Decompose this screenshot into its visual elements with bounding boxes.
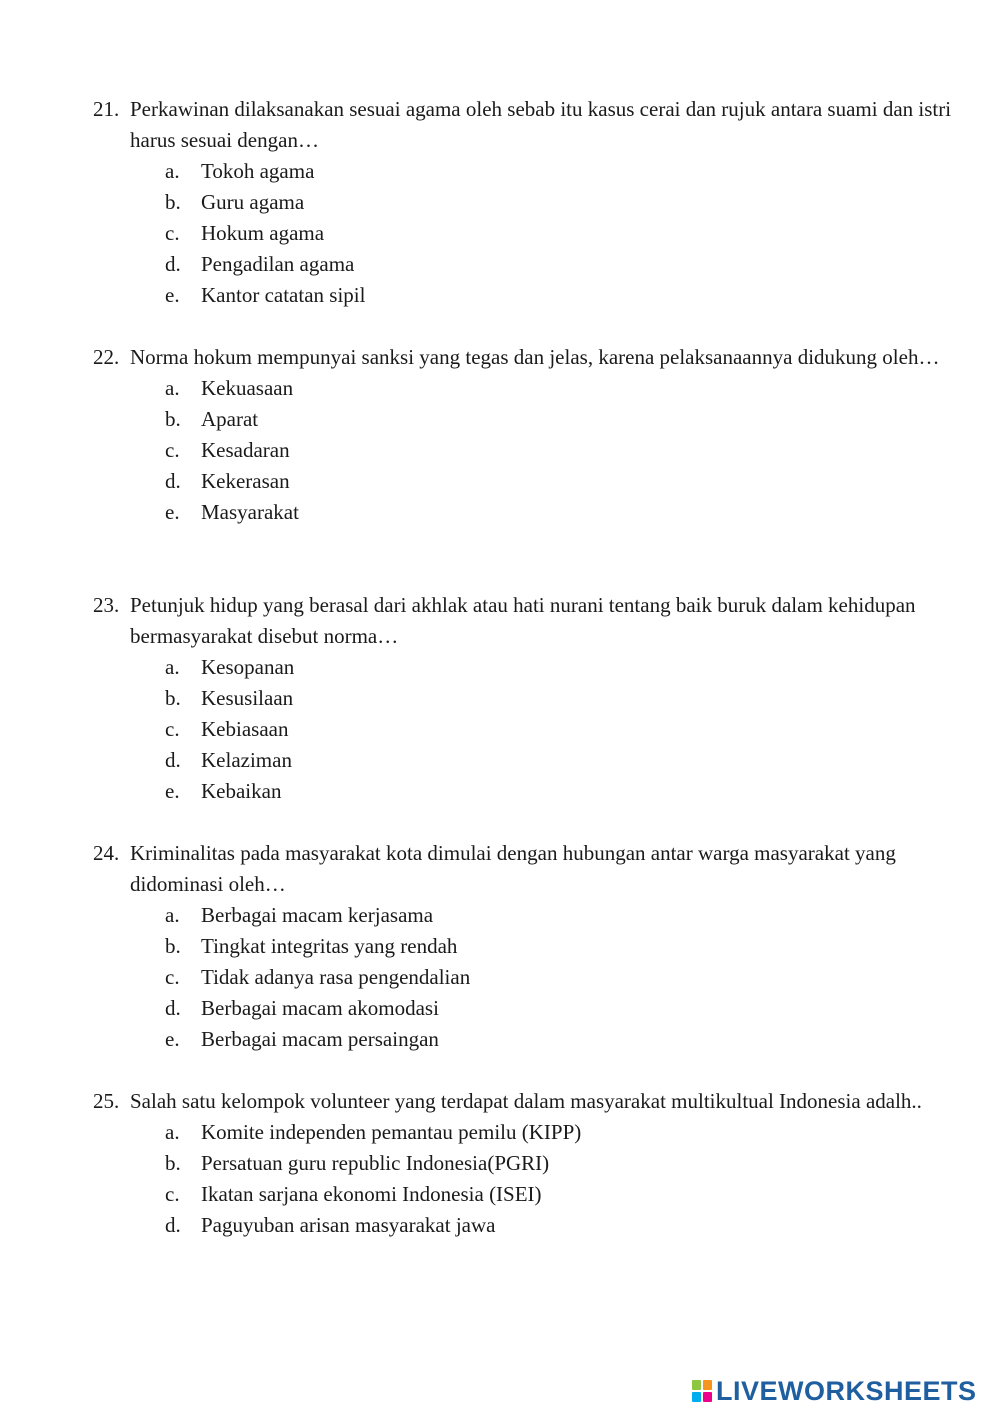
option-text: Kantor catatan sipil — [201, 283, 366, 307]
option-text: Kelaziman — [201, 748, 292, 772]
option-text: Berbagai macam persaingan — [201, 1027, 439, 1051]
question-text: Petunjuk hidup yang berasal dari akhlak atau hati nurani tentang baik buruk dalam kehidupan bermasyarakat disebut norma… — [130, 593, 916, 648]
logo-square-orange — [703, 1380, 712, 1390]
option-text: Aparat — [201, 407, 259, 431]
option-d[interactable] — [93, 1210, 973, 1241]
option-letter: c. — [165, 717, 180, 741]
logo-square-pink — [703, 1392, 712, 1402]
option-a[interactable] — [93, 900, 973, 931]
option-b[interactable] — [93, 931, 973, 962]
question-stem — [93, 342, 973, 373]
option-letter: c. — [165, 221, 180, 245]
option-letter: d. — [165, 469, 181, 493]
question-21 — [93, 94, 973, 311]
option-b[interactable] — [93, 187, 973, 218]
option-d[interactable] — [93, 745, 973, 776]
question-number: 24. — [93, 841, 120, 865]
option-text: Kekerasan — [201, 469, 290, 493]
option-letter: d. — [165, 252, 181, 276]
options-list — [93, 652, 973, 807]
option-a[interactable] — [93, 373, 973, 404]
option-text: Guru agama — [201, 190, 305, 214]
question-stem — [93, 94, 973, 156]
question-stem — [93, 590, 973, 652]
option-text: Ikatan sarjana ekonomi Indonesia (ISEI) — [201, 1182, 542, 1206]
option-c[interactable] — [93, 435, 973, 466]
option-letter: c. — [165, 1182, 180, 1206]
option-letter: e. — [165, 779, 180, 803]
option-letter: b. — [165, 934, 181, 958]
option-a[interactable] — [93, 1117, 973, 1148]
option-letter: b. — [165, 1151, 181, 1175]
question-24 — [93, 838, 973, 1055]
option-letter: e. — [165, 1027, 180, 1051]
option-letter: b. — [165, 686, 181, 710]
option-b[interactable] — [93, 683, 973, 714]
question-number: 25. — [93, 1089, 120, 1113]
option-c[interactable] — [93, 714, 973, 745]
option-letter: a. — [165, 376, 180, 400]
option-d[interactable] — [93, 249, 973, 280]
liveworksheets-logo-icon — [692, 1380, 712, 1402]
option-b[interactable] — [93, 404, 973, 435]
option-text: Berbagai macam kerjasama — [201, 903, 434, 927]
option-b[interactable] — [93, 1148, 973, 1179]
question-text: Perkawinan dilaksanakan sesuai agama oleh sebab itu kasus cerai dan rujuk antara suami dan istri harus sesuai dengan… — [130, 97, 952, 152]
question-stem — [93, 1086, 973, 1117]
logo-square-green — [692, 1380, 701, 1390]
question-number: 22. — [93, 345, 120, 369]
question-23 — [93, 590, 973, 807]
option-letter: a. — [165, 655, 180, 679]
option-e[interactable] — [93, 776, 973, 807]
option-a[interactable] — [93, 156, 973, 187]
options-list — [93, 156, 973, 311]
option-text: Paguyuban arisan masyarakat jawa — [201, 1213, 496, 1237]
option-letter: e. — [165, 283, 180, 307]
option-letter: d. — [165, 748, 181, 772]
option-text: Persatuan guru republic Indonesia(PGRI) — [201, 1151, 550, 1175]
option-letter: d. — [165, 996, 181, 1020]
option-letter: b. — [165, 190, 181, 214]
option-letter: c. — [165, 438, 180, 462]
option-text: Kebiasaan — [201, 717, 289, 741]
options-list — [93, 373, 973, 528]
option-text: Berbagai macam akomodasi — [201, 996, 439, 1020]
option-c[interactable] — [93, 218, 973, 249]
question-text: Salah satu kelompok volunteer yang terdapat dalam masyarakat multikultual Indonesia adalh.. — [130, 1089, 922, 1113]
liveworksheets-logo[interactable] — [692, 1374, 977, 1408]
option-text: Tingkat integritas yang rendah — [201, 934, 458, 958]
option-text: Tidak adanya rasa pengendalian — [201, 965, 471, 989]
question-25 — [93, 1086, 973, 1241]
option-letter: b. — [165, 407, 181, 431]
logo-text: LIVEWORKSHEETS — [716, 1375, 977, 1406]
question-text: Norma hokum mempunyai sanksi yang tegas dan jelas, karena pelaksanaannya didukung oleh… — [130, 345, 940, 369]
option-text: Masyarakat — [201, 500, 299, 524]
option-e[interactable] — [93, 497, 973, 528]
option-c[interactable] — [93, 1179, 973, 1210]
logo-square-blue — [692, 1392, 701, 1402]
option-text: Kebaikan — [201, 779, 282, 803]
option-text: Kesadaran — [201, 438, 290, 462]
option-e[interactable] — [93, 1024, 973, 1055]
option-a[interactable] — [93, 652, 973, 683]
option-letter: c. — [165, 965, 180, 989]
question-stem — [93, 838, 973, 900]
option-e[interactable] — [93, 280, 973, 311]
question-22 — [93, 342, 973, 528]
option-text: Tokoh agama — [201, 159, 315, 183]
question-number: 21. — [93, 97, 120, 121]
question-number: 23. — [93, 593, 120, 617]
option-text: Kesopanan — [201, 655, 295, 679]
option-letter: d. — [165, 1213, 181, 1237]
option-text: Kesusilaan — [201, 686, 294, 710]
option-d[interactable] — [93, 466, 973, 497]
option-d[interactable] — [93, 993, 973, 1024]
option-text: Kekuasaan — [201, 376, 294, 400]
option-letter: a. — [165, 903, 180, 927]
option-text: Komite independen pemantau pemilu (KIPP) — [201, 1120, 582, 1144]
options-list — [93, 1117, 973, 1241]
option-text: Pengadilan agama — [201, 252, 355, 276]
option-letter: e. — [165, 500, 180, 524]
options-list — [93, 900, 973, 1055]
option-c[interactable] — [93, 962, 973, 993]
option-text: Hokum agama — [201, 221, 325, 245]
option-letter: a. — [165, 1120, 180, 1144]
option-letter: a. — [165, 159, 180, 183]
question-text: Kriminalitas pada masyarakat kota dimulai dengan hubungan antar warga masyarakat yang didominasi oleh… — [130, 841, 896, 896]
